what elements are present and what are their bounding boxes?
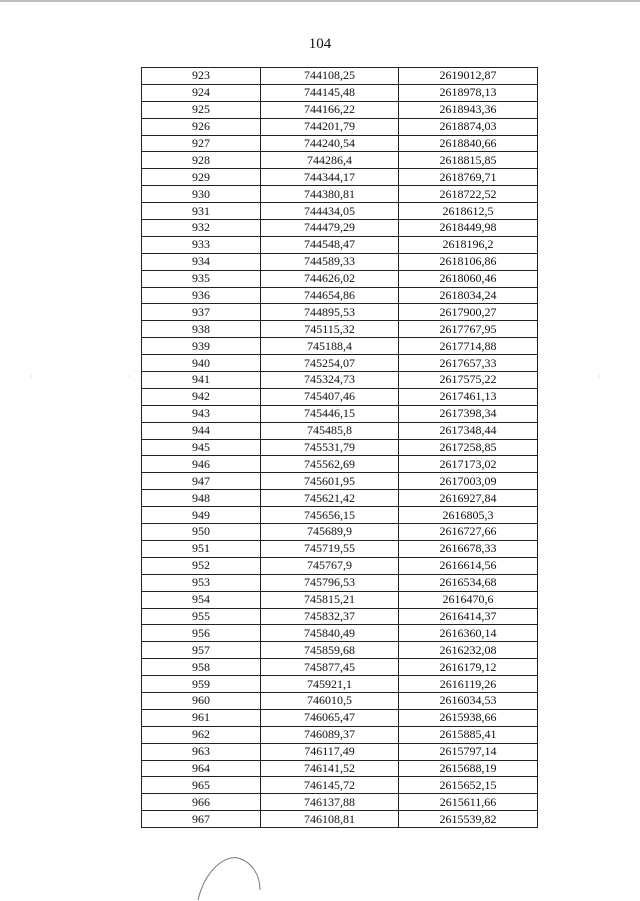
y-coordinate-cell: 2617003,09 [399,473,538,490]
table-row [142,456,538,473]
x-coordinate-cell: 745446,15 [261,405,399,422]
table-row [142,743,538,760]
point-number-cell: 939 [142,338,261,355]
point-number-cell: 950 [142,524,261,541]
table-row [142,372,538,389]
point-number-cell: 927 [142,135,261,152]
point-number-cell: 945 [142,439,261,456]
table-row [142,574,538,591]
table-row [142,659,538,676]
x-coordinate-cell: 746141,52 [261,760,399,777]
x-coordinate-cell: 745531,79 [261,439,399,456]
y-coordinate-cell: 2617657,33 [399,355,538,372]
point-number-cell: 931 [142,203,261,220]
y-coordinate-cell: 2618722,52 [399,186,538,203]
point-number-cell: 965 [142,777,261,794]
table-row [142,540,538,557]
y-coordinate-cell: 2616470,6 [399,591,538,608]
x-coordinate-cell: 744201,79 [261,118,399,135]
table-row [142,84,538,101]
point-number-cell: 962 [142,726,261,743]
x-coordinate-cell: 745621,42 [261,490,399,507]
y-coordinate-cell: 2618874,03 [399,118,538,135]
table-row [142,439,538,456]
table-row [142,524,538,541]
table-row [142,287,538,304]
scan-mark-arc [190,850,270,901]
x-coordinate-cell: 744380,81 [261,186,399,203]
page-top-edge [0,0,640,2]
y-coordinate-cell: 2616805,3 [399,507,538,524]
y-coordinate-cell: 2617398,34 [399,405,538,422]
table-row [142,608,538,625]
x-coordinate-cell: 745840,49 [261,625,399,642]
x-coordinate-cell: 745407,46 [261,388,399,405]
x-coordinate-cell: 745877,45 [261,659,399,676]
table-row [142,169,538,186]
point-number-cell: 951 [142,540,261,557]
x-coordinate-cell: 745562,69 [261,456,399,473]
page-number: 104 [308,36,332,52]
table-row [142,253,538,270]
point-number-cell: 932 [142,220,261,237]
point-number-cell: 954 [142,591,261,608]
point-number-cell: 928 [142,152,261,169]
y-coordinate-cell: 2618612,5 [399,203,538,220]
point-number-cell: 934 [142,253,261,270]
table-row [142,338,538,355]
y-coordinate-cell: 2615797,14 [399,743,538,760]
x-coordinate-cell: 745832,37 [261,608,399,625]
x-coordinate-cell: 745656,15 [261,507,399,524]
table-row [142,388,538,405]
x-coordinate-cell: 744895,53 [261,304,399,321]
y-coordinate-cell: 2618840,66 [399,135,538,152]
y-coordinate-cell: 2616678,33 [399,540,538,557]
table-row [142,760,538,777]
point-number-cell: 947 [142,473,261,490]
y-coordinate-cell: 2617348,44 [399,422,538,439]
table-row [142,220,538,237]
y-coordinate-cell: 2615938,66 [399,709,538,726]
x-coordinate-cell: 744108,25 [261,68,399,85]
scan-speck: · [30,372,33,381]
x-coordinate-cell: 746117,49 [261,743,399,760]
y-coordinate-cell: 2617900,27 [399,304,538,321]
table-row [142,304,538,321]
x-coordinate-cell: 745188,4 [261,338,399,355]
y-coordinate-cell: 2616119,26 [399,676,538,693]
x-coordinate-cell: 746145,72 [261,777,399,794]
point-number-cell: 949 [142,507,261,524]
table-row [142,270,538,287]
table-row [142,591,538,608]
point-number-cell: 933 [142,236,261,253]
x-coordinate-cell: 746065,47 [261,709,399,726]
x-coordinate-cell: 745859,68 [261,642,399,659]
table-row [142,726,538,743]
y-coordinate-cell: 2618034,24 [399,287,538,304]
table-row [142,507,538,524]
y-coordinate-cell: 2616232,08 [399,642,538,659]
point-number-cell: 958 [142,659,261,676]
table-row [142,473,538,490]
y-coordinate-cell: 2617575,22 [399,372,538,389]
point-number-cell: 960 [142,692,261,709]
y-coordinate-cell: 2616727,66 [399,524,538,541]
point-number-cell: 952 [142,557,261,574]
x-coordinate-cell: 746010,5 [261,692,399,709]
x-coordinate-cell: 744166,22 [261,101,399,118]
point-number-cell: 930 [142,186,261,203]
y-coordinate-cell: 2616360,14 [399,625,538,642]
point-number-cell: 940 [142,355,261,372]
table-row [142,152,538,169]
x-coordinate-cell: 744145,48 [261,84,399,101]
point-number-cell: 929 [142,169,261,186]
table-row [142,692,538,709]
point-number-cell: 925 [142,101,261,118]
point-number-cell: 966 [142,794,261,811]
table-row [142,422,538,439]
x-coordinate-cell: 746137,88 [261,794,399,811]
y-coordinate-cell: 2618943,36 [399,101,538,118]
table-row [142,186,538,203]
point-number-cell: 957 [142,642,261,659]
table-row [142,794,538,811]
coordinates-table [141,67,538,828]
table-row [142,676,538,693]
table-row [142,490,538,507]
point-number-cell: 953 [142,574,261,591]
y-coordinate-cell: 2616034,53 [399,692,538,709]
table-row [142,118,538,135]
y-coordinate-cell: 2618769,71 [399,169,538,186]
y-coordinate-cell: 2616414,37 [399,608,538,625]
point-number-cell: 959 [142,676,261,693]
coordinates-table-body [142,68,538,828]
x-coordinate-cell: 745485,8 [261,422,399,439]
x-coordinate-cell: 745921,1 [261,676,399,693]
x-coordinate-cell: 745254,07 [261,355,399,372]
point-number-cell: 961 [142,709,261,726]
scan-speck: · [128,372,131,381]
y-coordinate-cell: 2618106,86 [399,253,538,270]
x-coordinate-cell: 744286,4 [261,152,399,169]
point-number-cell: 938 [142,321,261,338]
y-coordinate-cell: 2615885,41 [399,726,538,743]
y-coordinate-cell: 2615688,19 [399,760,538,777]
table-row [142,68,538,85]
y-coordinate-cell: 2617767,95 [399,321,538,338]
table-row [142,557,538,574]
x-coordinate-cell: 745796,53 [261,574,399,591]
point-number-cell: 936 [142,287,261,304]
point-number-cell: 967 [142,811,261,828]
point-number-cell: 923 [142,68,261,85]
table-row [142,625,538,642]
y-coordinate-cell: 2616927,84 [399,490,538,507]
table-row [142,355,538,372]
x-coordinate-cell: 746108,81 [261,811,399,828]
table-row [142,135,538,152]
table-row [142,709,538,726]
y-coordinate-cell: 2618978,13 [399,84,538,101]
x-coordinate-cell: 744479,29 [261,220,399,237]
y-coordinate-cell: 2617714,88 [399,338,538,355]
x-coordinate-cell: 745115,32 [261,321,399,338]
y-coordinate-cell: 2619012,87 [399,68,538,85]
point-number-cell: 955 [142,608,261,625]
point-number-cell: 963 [142,743,261,760]
table-row [142,321,538,338]
table-row [142,405,538,422]
y-coordinate-cell: 2616534,68 [399,574,538,591]
y-coordinate-cell: 2617173,02 [399,456,538,473]
x-coordinate-cell: 745767,9 [261,557,399,574]
table-row [142,101,538,118]
x-coordinate-cell: 745719,55 [261,540,399,557]
point-number-cell: 924 [142,84,261,101]
y-coordinate-cell: 2618060,46 [399,270,538,287]
y-coordinate-cell: 2618449,98 [399,220,538,237]
y-coordinate-cell: 2618815,85 [399,152,538,169]
point-number-cell: 941 [142,372,261,389]
point-number-cell: 948 [142,490,261,507]
y-coordinate-cell: 2616179,12 [399,659,538,676]
table-row [142,236,538,253]
x-coordinate-cell: 744548,47 [261,236,399,253]
point-number-cell: 944 [142,422,261,439]
scan-speck: · [598,372,601,381]
table-row [142,642,538,659]
point-number-cell: 937 [142,304,261,321]
y-coordinate-cell: 2615611,66 [399,794,538,811]
y-coordinate-cell: 2615652,15 [399,777,538,794]
y-coordinate-cell: 2617258,85 [399,439,538,456]
x-coordinate-cell: 744626,02 [261,270,399,287]
point-number-cell: 942 [142,388,261,405]
point-number-cell: 956 [142,625,261,642]
x-coordinate-cell: 745324,73 [261,372,399,389]
x-coordinate-cell: 744654,86 [261,287,399,304]
table-row [142,203,538,220]
point-number-cell: 946 [142,456,261,473]
x-coordinate-cell: 745815,21 [261,591,399,608]
x-coordinate-cell: 744589,33 [261,253,399,270]
x-coordinate-cell: 744434,05 [261,203,399,220]
point-number-cell: 935 [142,270,261,287]
x-coordinate-cell: 745689,9 [261,524,399,541]
table-row [142,811,538,828]
table-row [142,777,538,794]
point-number-cell: 926 [142,118,261,135]
y-coordinate-cell: 2618196,2 [399,236,538,253]
x-coordinate-cell: 746089,37 [261,726,399,743]
x-coordinate-cell: 744344,17 [261,169,399,186]
x-coordinate-cell: 744240,54 [261,135,399,152]
x-coordinate-cell: 745601,95 [261,473,399,490]
y-coordinate-cell: 2617461,13 [399,388,538,405]
y-coordinate-cell: 2616614,56 [399,557,538,574]
y-coordinate-cell: 2615539,82 [399,811,538,828]
point-number-cell: 943 [142,405,261,422]
point-number-cell: 964 [142,760,261,777]
